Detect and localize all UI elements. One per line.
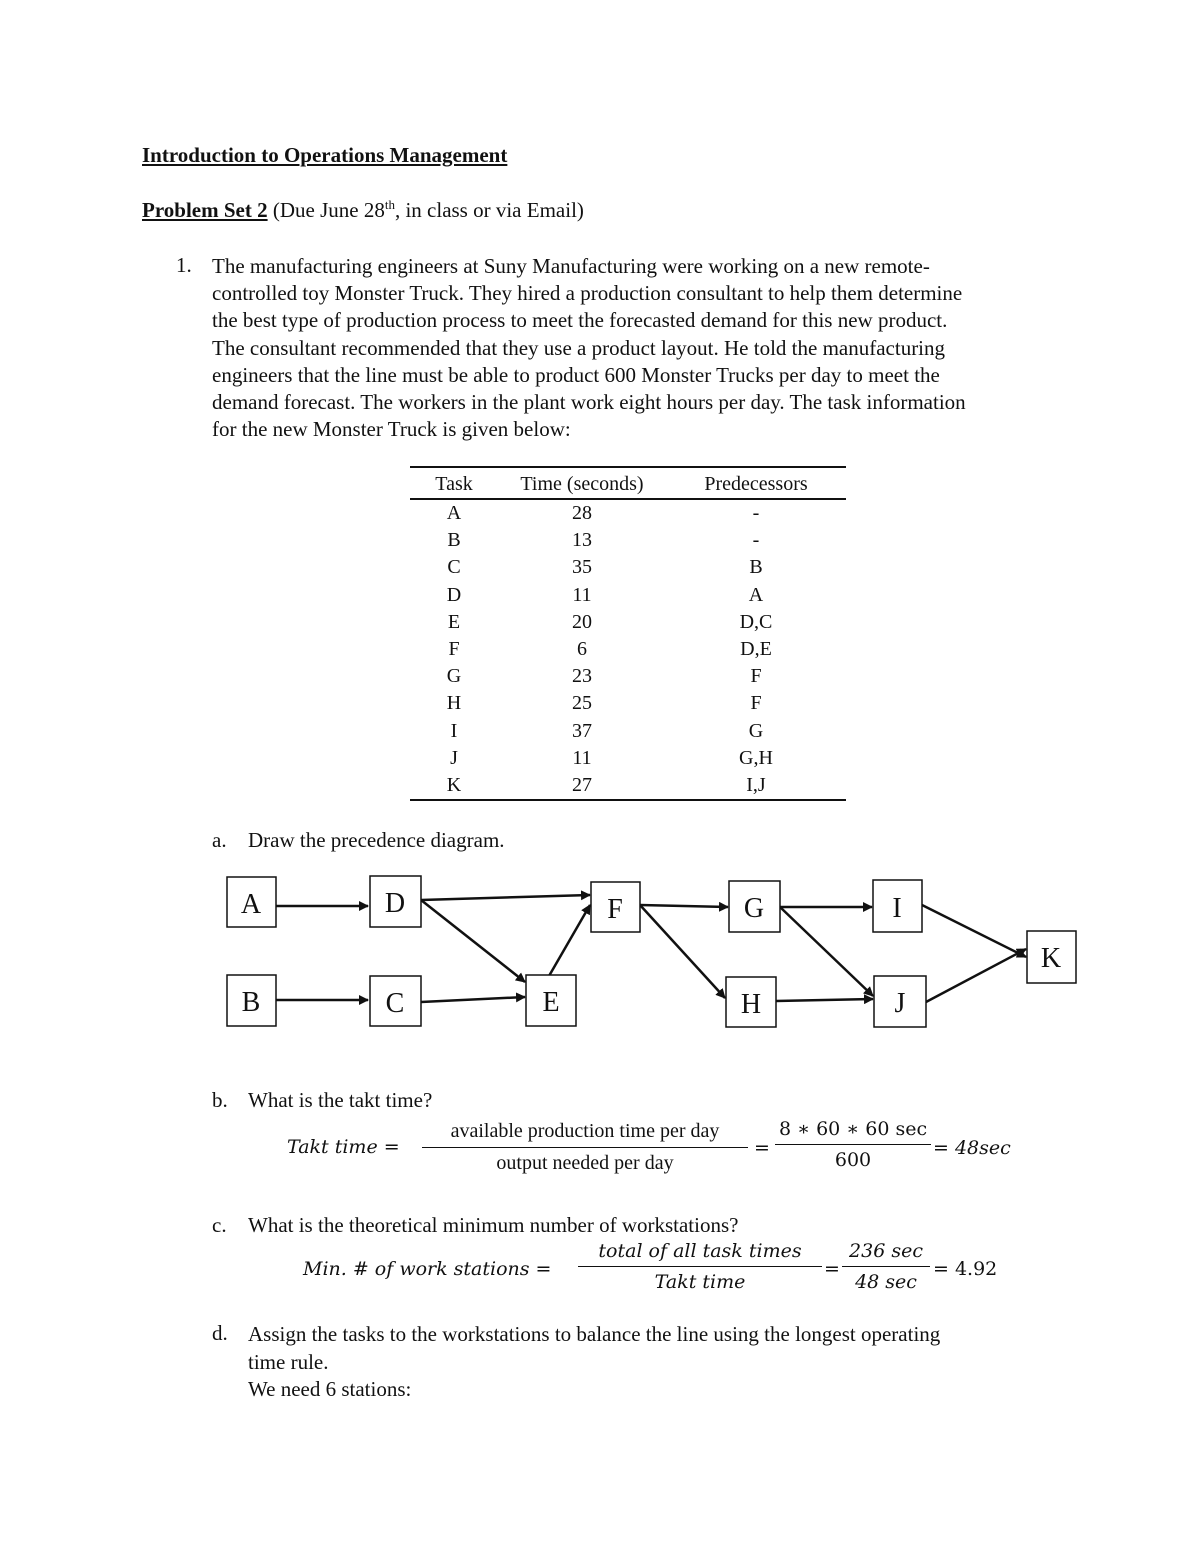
table-row [410,663,846,690]
cell-time: 6 [577,638,587,661]
cell-time: 13 [572,529,592,552]
cell-predecessors: B [749,556,763,579]
table-header-row [410,467,846,499]
takt-result: = 48sec [933,1137,1011,1159]
edge-h-j [776,999,873,1001]
column-header-predecessors: Predecessors [666,467,846,499]
part-c-text: What is the theoretical minimum number of workstations? [248,1213,739,1237]
question-body [212,253,1072,443]
min-stations-fraction-numbers [842,1240,930,1293]
min-stations-fraction-words [578,1240,822,1293]
cell-task: F [448,638,460,661]
node-label-j: J [894,988,906,1019]
node-label-i: I [892,893,902,924]
takt-numerator-words: available production time per day [422,1120,748,1148]
precedence-diagram [0,860,1200,1040]
takt-fraction-words [422,1120,748,1175]
question-line: The manufacturing engineers at Suny Manufacturing were working on a new remote- [212,254,930,278]
question-line: The consultant recommended that they use a product layout. He told the manufacturing [212,335,946,360]
cell-predecessors: F [750,692,762,715]
node-label-c: C [385,988,405,1019]
cell-task: E [447,610,461,633]
part-c-letter: c. [212,1213,227,1237]
table-row [410,554,846,581]
part-d-line: We need 6 stations: [248,1377,412,1401]
edge-c-e [421,997,525,1002]
min-stations-numerator-words: total of all task times [578,1240,822,1267]
table-row [410,499,846,527]
edge-d-e [421,900,525,982]
cell-time: 11 [572,583,592,606]
node-label-k: K [1040,943,1062,974]
table-row [410,690,846,717]
cell-task: K [446,774,462,797]
cell-predecessors: G [748,719,764,742]
cell-time: 37 [572,719,592,742]
table-row [410,527,846,554]
cell-predecessors: D,C [739,610,773,633]
edge-i-k [922,905,1026,957]
cell-task: H [446,692,462,715]
takt-fraction-numbers [775,1118,931,1171]
table-row [410,582,846,609]
edge-g-j [780,907,873,996]
part-d-letter: d. [212,1321,228,1345]
cell-task: I [450,719,458,742]
node-label-h: H [740,989,762,1020]
table-row [410,636,846,663]
table-row [410,772,846,800]
cell-task: B [447,529,461,552]
cell-time: 27 [572,774,592,797]
node-label-d: D [384,888,406,919]
takt-equals: = [754,1137,770,1159]
due-date-prefix: (Due June 28 [272,198,385,222]
problem-set-label: Problem Set 2 [142,198,268,222]
cell-task: J [450,746,458,769]
takt-time-lhs: Takt time = [287,1136,400,1158]
question-line: demand forecast. The workers in the plant work eight hours per day. The task information [212,390,966,415]
cell-predecessors: G,H [739,746,773,769]
cell-predecessors: - [752,529,760,552]
question-line: for the new Monster Truck is given below: [212,417,571,442]
document-title: Introduction to Operations Management [142,143,508,167]
cell-predecessors: D,E [740,638,772,661]
question-number: 1. [176,253,192,277]
min-stations-lhs: Min. # of work stations = [303,1258,552,1280]
min-stations-equals: = [824,1258,840,1280]
column-header-task: Task [410,467,498,499]
task-table [410,466,846,801]
node-label-e: E [542,987,560,1018]
question-line: engineers that the line must be able to product 600 Monster Trucks per day to meet the [212,362,940,387]
cell-task: G [446,665,462,688]
edge-d-f [421,895,590,900]
min-stations-result: = 4.92 [933,1258,998,1280]
node-label-g: G [743,893,765,924]
edge-e-f [549,905,590,976]
part-b-text: What is the takt time? [248,1088,433,1112]
question-line: controlled toy Monster Truck. They hired a production consultant to help them determine [212,281,963,306]
edge-j-k [926,949,1026,1002]
cell-task: A [446,502,462,524]
min-stations-numerator-numbers: 236 sec [842,1240,930,1267]
edge-f-g [640,905,728,907]
table-row [410,718,846,745]
edge-f-h [640,905,725,998]
column-header-time: Time (seconds) [498,467,666,499]
cell-time: 23 [572,665,592,688]
takt-denominator-numbers: 600 [834,1149,872,1171]
cell-predecessors: I,J [746,774,766,797]
part-a-text: Draw the precedence diagram. [248,828,505,852]
cell-predecessors: F [750,665,762,688]
cell-time: 11 [572,746,592,769]
node-label-b: B [241,987,261,1018]
cell-time: 20 [572,610,592,633]
cell-time: 25 [572,692,592,715]
cell-predecessors: A [748,583,764,606]
part-d-line: time rule. [248,1349,329,1374]
cell-time: 28 [572,502,592,524]
cell-time: 35 [572,556,592,579]
cell-predecessors: - [752,502,760,524]
cell-task: D [446,583,462,606]
part-d-text [248,1321,940,1404]
node-label-a: A [240,889,262,920]
min-stations-denominator-words: Takt time [654,1271,746,1293]
part-a-letter: a. [212,828,227,852]
cell-task: C [447,556,461,579]
due-date-superscript: th [384,197,395,212]
min-stations-denominator-numbers: 48 sec [855,1271,917,1293]
part-d-line: Assign the tasks to the workstations to balance the line using the longest operating [248,1322,941,1346]
node-label-f: F [607,894,623,925]
takt-denominator-words: output needed per day [496,1152,674,1174]
problem-set-heading [142,197,584,223]
question-line: the best type of production process to meet the forecasted demand for this new product. [212,308,948,333]
takt-numerator-numbers: 8 ∗ 60 ∗ 60 sec [775,1118,931,1145]
part-b-letter: b. [212,1088,228,1112]
table-row [410,745,846,772]
due-date-suffix: , in class or via Email) [394,198,584,222]
table-row [410,609,846,636]
